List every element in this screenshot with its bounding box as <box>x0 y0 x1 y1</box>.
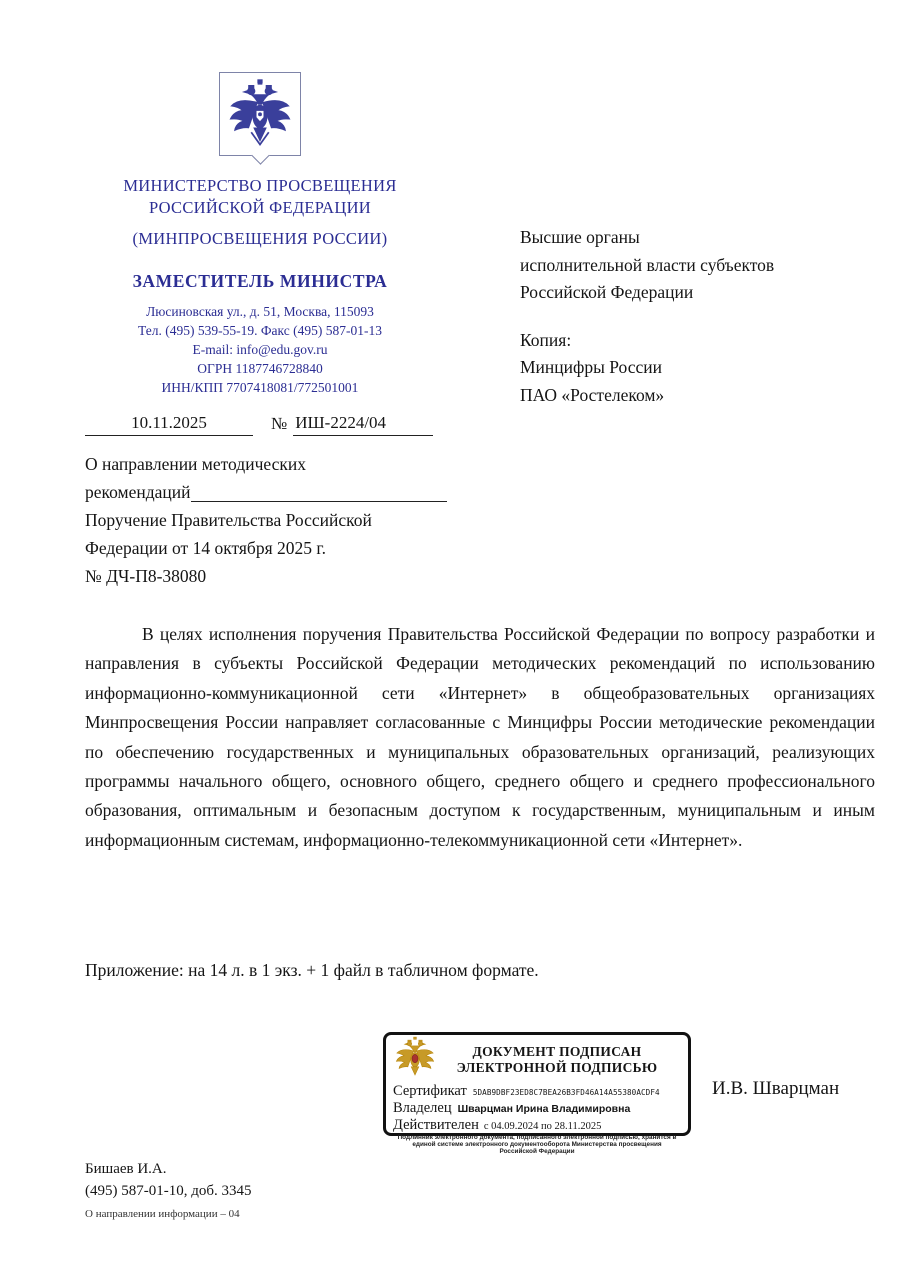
stamp-title-line2: ЭЛЕКТРОННОЙ ПОДПИСЬЮ <box>456 1060 658 1075</box>
subject-ref-line2: Федерации от 14 октября 2025 г. <box>85 538 326 558</box>
ministry-name-line1: МИНИСТЕРСТВО ПРОСВЕЩЕНИЯ <box>123 176 397 195</box>
letter-number: ИШ-2224/04 <box>293 413 433 436</box>
contact-phone-fax: Тел. (495) 539-55-19. Факс (495) 587-01-13 <box>138 323 382 338</box>
stamp-eagle-icon <box>393 1036 437 1085</box>
contact-block <box>75 302 445 397</box>
contact-inn-kpp: ИНН/КПП 7707418081/772501001 <box>161 380 359 395</box>
owner-label: Владелец <box>393 1100 452 1116</box>
certificate-value: 5DAB9DBF23ED8C7BEA26B3FD46A14A55380ACDF4 <box>472 1088 660 1097</box>
subject-line2-row <box>85 478 447 506</box>
copy-label: Копия: <box>520 329 572 350</box>
owner-value: Шварцман Ирина Владимировна <box>457 1103 631 1115</box>
subject-ref-line1: Поручение Правительства Российской <box>85 510 372 530</box>
stamp-title <box>437 1044 681 1076</box>
addressee-line1: Высшие органы <box>520 227 640 247</box>
stamp-header <box>393 1038 681 1082</box>
coat-of-arms-icon <box>220 77 300 149</box>
subject-line2: рекомендаций <box>85 482 191 502</box>
subject-ref-line3: № ДЧ-П8-38080 <box>85 566 207 586</box>
contact-email: E-mail: info@edu.gov.ru <box>192 342 328 357</box>
electronic-signature-stamp <box>383 1032 691 1156</box>
stamp-owner-row <box>393 1100 681 1116</box>
copy-recipient-2: ПАО «Ростелеком» <box>520 384 665 405</box>
addressee-line3: Российской Федерации <box>520 282 694 302</box>
stamp-fine-print: Подлинник электронного документа, подписанного электронной подписью, хранится в единой системе электронного документооборота Министерства просвещения Российской Федерации <box>397 1134 677 1156</box>
number-sign: № <box>271 414 288 433</box>
addressee-line2: исполнительной власти субъектов <box>520 254 775 275</box>
ministry-name-line2: РОССИЙСКОЙ ФЕДЕРАЦИИ <box>148 198 372 217</box>
executor-name: Бишаев И.А. <box>85 1161 167 1177</box>
addressee-block <box>520 224 860 409</box>
signatory-name: И.В. Шварцман <box>712 1078 840 1099</box>
attachment-line: Приложение: на 14 л. в 1 экз. + 1 файл в табличном формате. <box>85 960 539 980</box>
position-title: ЗАМЕСТИТЕЛЬ МИНИСТРА <box>132 271 388 291</box>
ministry-name-line3: (МИНПРОСВЕЩЕНИЯ РОССИИ) <box>132 229 388 248</box>
contact-ogrn: ОГРН 1187746728840 <box>197 361 323 376</box>
subject-block <box>85 450 447 590</box>
valid-value: с 04.09.2024 по 28.11.2025 <box>483 1121 602 1132</box>
document-footer-note: О направлении информации – 04 <box>85 1208 240 1220</box>
stamp-certificate-row <box>393 1083 681 1099</box>
executor-phone: (495) 587-01-10, доб. 3345 <box>85 1183 252 1199</box>
copy-recipient-1: Минцифры России <box>520 357 662 377</box>
stamp-title-line1: ДОКУМЕНТ ПОДПИСАН <box>472 1044 642 1059</box>
date-number-row <box>85 413 445 436</box>
contact-address: Люсиновская ул., д. 51, Москва, 115093 <box>146 304 374 319</box>
subject-underline <box>191 501 447 502</box>
subject-line1: О направлении методических <box>85 454 306 474</box>
body-paragraph: В целях исполнения поручения Правительства Российской Федерации по вопросу разработки и направления в субъекты Российской Федерации методических рекомендаций по использованию информационно-коммуникационной сети «Интернет» в общеобразовательных организациях Минпросвещения России направляет согласованные с Минцифры России методические рекомендации по обеспечению государственных и муниципальных образовательных организаций, реализующих программы начального общего, основного общего, среднего общего и среднего профессионального образования, оптимальным и безопасным доступом к государственным, муниципальным и иным информационным системам, информационно-телекоммуникационной сети «Интернет». <box>85 624 875 850</box>
certificate-label: Сертификат <box>393 1083 467 1099</box>
ministry-name <box>75 175 445 250</box>
stamp-valid-row <box>393 1117 681 1133</box>
letterhead-emblem-box <box>219 72 301 156</box>
executor-block <box>85 1158 252 1202</box>
valid-label: Действителен <box>393 1117 479 1133</box>
letter-date: 10.11.2025 <box>85 413 253 436</box>
